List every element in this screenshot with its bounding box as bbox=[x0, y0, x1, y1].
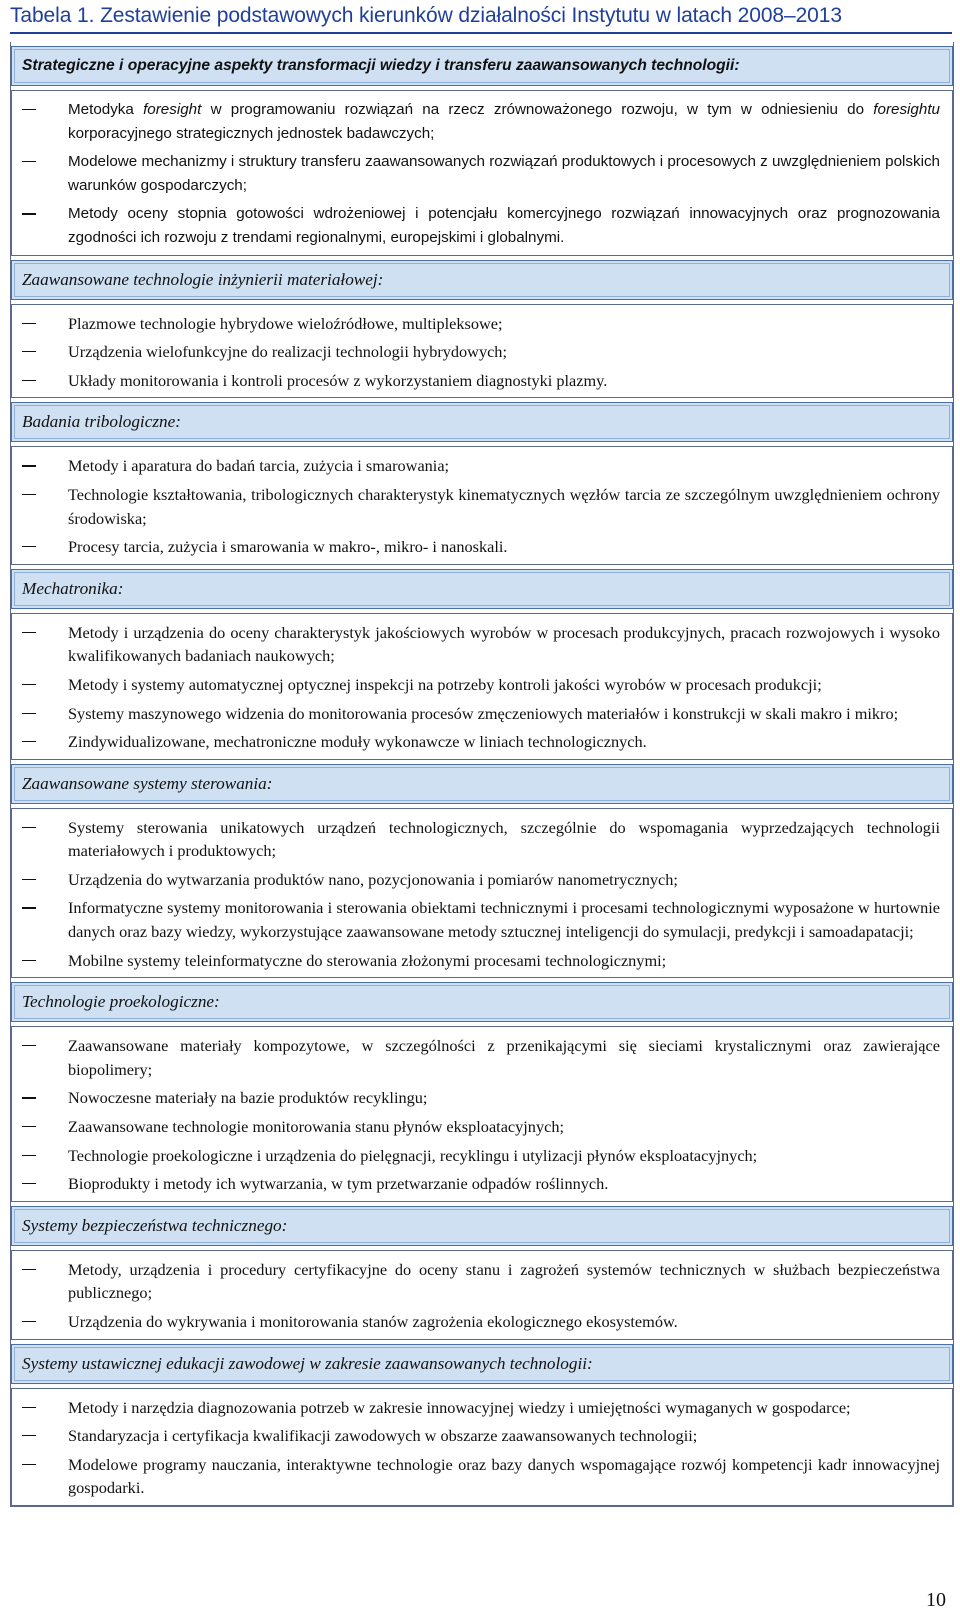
list-item bbox=[22, 1424, 940, 1448]
dash-bullet bbox=[22, 380, 36, 381]
list-item-text: Metody, urządzenia i procedury certyfikacyjne do oceny stanu i zagrożeń systemów technicznych w służbach bezpieczeństwa publicznego; bbox=[68, 1259, 940, 1303]
list-item-text: Metody i aparatura do badań tarcia, zużycia i smarowania; bbox=[68, 456, 450, 476]
dash-bullet bbox=[22, 1321, 36, 1322]
list-item-text: Urządzenia do wytwarzania produktów nano, pozycjonowania i pomiarów nanometrycznych; bbox=[68, 869, 678, 889]
list-item bbox=[22, 1453, 940, 1500]
directions-table bbox=[10, 42, 954, 1507]
list-item bbox=[22, 340, 940, 364]
list-item bbox=[22, 730, 940, 754]
list-item-text: Standaryzacja i certyfikacja kwalifikacji zawodowych w obszarze zaawansowanych technologii; bbox=[68, 1426, 698, 1446]
dash-bullet bbox=[22, 1269, 36, 1270]
dash-bullet bbox=[22, 1045, 36, 1046]
list-item-text: Zaawansowane technologie monitorowania stanu płynów eksploatacyjnych; bbox=[68, 1117, 564, 1137]
table-caption: Tabela 1. Zestawienie podstawowych kierunków działalności Instytutu w latach 2008–2013 bbox=[10, 4, 842, 27]
dash-bullet bbox=[22, 1155, 36, 1156]
list-item-text: Procesy tarcia, zużycia i smarowania w makro-, mikro- i nanoskali. bbox=[68, 537, 508, 557]
list-item-text: Urządzenia wielofunkcyjne do realizacji technologii hybrydowych; bbox=[68, 342, 507, 362]
section-body bbox=[11, 1250, 953, 1340]
section-heading: Technologie proekologiczne: bbox=[11, 982, 953, 1022]
section-heading: Badania tribologiczne: bbox=[11, 402, 953, 442]
list-item-text: Układy monitorowania i kontroli procesów z wykorzystaniem diagnostyki plazmy. bbox=[68, 370, 608, 390]
list-item-text: Zaawansowane materiały kompozytowe, w szczególności z przenikającymi się sieciami krystalicznymi oraz zawierające biopolimery; bbox=[68, 1036, 940, 1079]
list-item bbox=[22, 483, 940, 530]
page-number: 10 bbox=[926, 1589, 946, 1611]
dash-bullet bbox=[22, 494, 36, 495]
list-item-text: Bioprodukty i metody ich wytwarzania, w tym przetwarzanie odpadów roślinnych. bbox=[68, 1174, 609, 1194]
dash-bullet bbox=[22, 1407, 36, 1408]
dash-bullet bbox=[22, 1126, 36, 1127]
list-item-text: Modelowe mechanizmy i struktury transferu zaawansowanych rozwiązań produktowych i procesowych z uwzględnieniem polskich warunków gospodarczych; bbox=[68, 153, 940, 194]
list-item-text: Metody i urządzenia do oceny charakterystyk jakościowych wyrobów w procesach produkcyjnych, pracach rozwojowych i wysoko kwalifikowanych badaniach naukowych; bbox=[68, 622, 940, 666]
list-item-text: Metody i systemy automatycznej optycznej inspekcji na potrzeby kontroli jakości wyrobów w procesach produkcji; bbox=[68, 674, 822, 694]
section-heading: Systemy ustawicznej edukacji zawodowej w zakresie zaawansowanych technologii: bbox=[11, 1344, 953, 1384]
dash-bullet bbox=[22, 1183, 36, 1184]
list-item-text: Systemy maszynowego widzenia do monitorowania procesów zmęczeniowych materiałów i konstrukcji w skali makro i mikro; bbox=[68, 703, 899, 723]
section-heading: Systemy bezpieczeństwa technicznego: bbox=[11, 1206, 953, 1246]
list-item bbox=[22, 621, 940, 668]
dash-bullet bbox=[22, 741, 36, 742]
list-item bbox=[22, 454, 940, 478]
list-item-text: Systemy sterowania unikatowych urządzeń technologicznych, szczególnie do wspomagania wyprzedzających technologii materiałowych i produktowych; bbox=[68, 817, 940, 861]
list-item-text: Metody oceny stopnia gotowości wdrożeniowej i potencjału komercyjnego rozwiązań innowacyjnych oraz prognozowania zgodności ich rozwoju z trendami regionalnymi, europejskimi i globalnymi. bbox=[68, 205, 940, 246]
list-item bbox=[22, 673, 940, 697]
dash-bullet bbox=[22, 213, 36, 214]
list-item bbox=[22, 1115, 940, 1139]
dash-bullet bbox=[22, 684, 36, 685]
dash-bullet bbox=[22, 1464, 36, 1465]
dash-bullet bbox=[22, 960, 36, 961]
dash-bullet bbox=[22, 351, 36, 352]
dash-bullet bbox=[22, 907, 36, 908]
list-item bbox=[22, 1034, 940, 1081]
section-body bbox=[11, 613, 953, 760]
list-item bbox=[22, 1258, 940, 1305]
list-item-text: Mobilne systemy teleinformatyczne do sterowania złożonymi procesami technologicznymi; bbox=[68, 950, 667, 970]
section-heading: Mechatronika: bbox=[11, 569, 953, 609]
list-item-text: Metody i narzędzia diagnozowania potrzeb w zakresie innowacyjnej wiedzy i umiejętności wymaganych w gospodarce; bbox=[68, 1397, 851, 1417]
section-body bbox=[11, 446, 953, 564]
list-item-text: Modelowe programy nauczania, interaktywne technologie oraz bazy danych wspomagające rozwój kompetencji kadr innowacyjnej gospodarki. bbox=[68, 1454, 940, 1498]
section-body bbox=[11, 808, 953, 979]
dash-bullet bbox=[22, 546, 36, 547]
list-item bbox=[22, 1396, 940, 1420]
dash-bullet bbox=[22, 323, 36, 324]
section-body bbox=[11, 304, 953, 399]
section-body bbox=[11, 90, 953, 256]
list-item bbox=[22, 896, 940, 943]
dash-bullet bbox=[22, 1097, 36, 1098]
list-item bbox=[22, 949, 940, 973]
section-heading: Zaawansowane systemy sterowania: bbox=[11, 764, 953, 804]
dash-bullet bbox=[22, 161, 36, 162]
list-item bbox=[22, 369, 940, 393]
list-item-text: Urządzenia do wykrywania i monitorowania stanów zagrożenia ekologicznego ekosystemów. bbox=[68, 1312, 678, 1331]
dash-bullet bbox=[22, 632, 36, 633]
dash-bullet bbox=[22, 879, 36, 880]
list-item bbox=[22, 312, 940, 336]
list-item-text: Plazmowe technologie hybrydowe wieloźródłowe, multipleksowe; bbox=[68, 313, 503, 333]
section-heading: Strategiczne i operacyjne aspekty transformacji wiedzy i transferu zaawansowanych technologii: bbox=[11, 46, 953, 86]
list-item-text: w programowaniu rozwiązań na rzecz zrównoważonego rozwoju, w tym w odniesieniu do bbox=[201, 101, 874, 118]
list-item-text: foresightu bbox=[873, 101, 940, 118]
list-item-text: foresight bbox=[143, 101, 202, 118]
list-item bbox=[22, 1144, 940, 1168]
list-item-text: Metodyka bbox=[68, 101, 144, 118]
section-body bbox=[11, 1388, 953, 1506]
list-item bbox=[22, 702, 940, 726]
section-body bbox=[11, 1026, 953, 1202]
dash-bullet bbox=[22, 827, 36, 828]
list-item bbox=[22, 816, 940, 863]
list-item-text: Technologie proekologiczne i urządzenia do pielęgnacji, recyklingu i utylizacji płynów eksploatacyjnych; bbox=[68, 1145, 758, 1165]
list-item bbox=[22, 150, 940, 197]
list-item bbox=[22, 535, 940, 559]
list-item-text: Nowoczesne materiały na bazie produktów recyklingu; bbox=[68, 1088, 428, 1108]
dash-bullet bbox=[22, 109, 36, 110]
list-item bbox=[22, 1086, 940, 1110]
list-item-text: korporacyjnego strategicznych jednostek badawczych; bbox=[68, 124, 435, 142]
section-heading: Zaawansowane technologie inżynierii materiałowej: bbox=[11, 260, 953, 300]
list-item bbox=[22, 1172, 940, 1196]
list-item bbox=[22, 98, 940, 145]
list-item bbox=[22, 1310, 940, 1334]
dash-bullet bbox=[22, 465, 36, 466]
caption-rule bbox=[10, 32, 952, 34]
dash-bullet bbox=[22, 713, 36, 714]
list-item bbox=[22, 868, 940, 892]
list-item-text: Informatyczne systemy monitorowania i sterowania obiektami technicznymi i procesami technologicznymi wyposażone w hurtownie danych oraz bazy wiedzy, wykorzystujące zaawansowane metody sztucznej inteligencji do symulacji, predykcji i samoadapatacji; bbox=[68, 898, 940, 942]
dash-bullet bbox=[22, 1435, 36, 1436]
list-item-text: Technologie kształtowania, tribologicznych charakterystyk kinematycznych węzłów tarcia ze szczególnym uwzględnieniem ochrony środowiska; bbox=[68, 484, 940, 528]
list-item bbox=[22, 202, 940, 249]
list-item-text: Zindywidualizowane, mechatroniczne moduły wykonawcze w liniach technologicznych. bbox=[68, 732, 647, 752]
